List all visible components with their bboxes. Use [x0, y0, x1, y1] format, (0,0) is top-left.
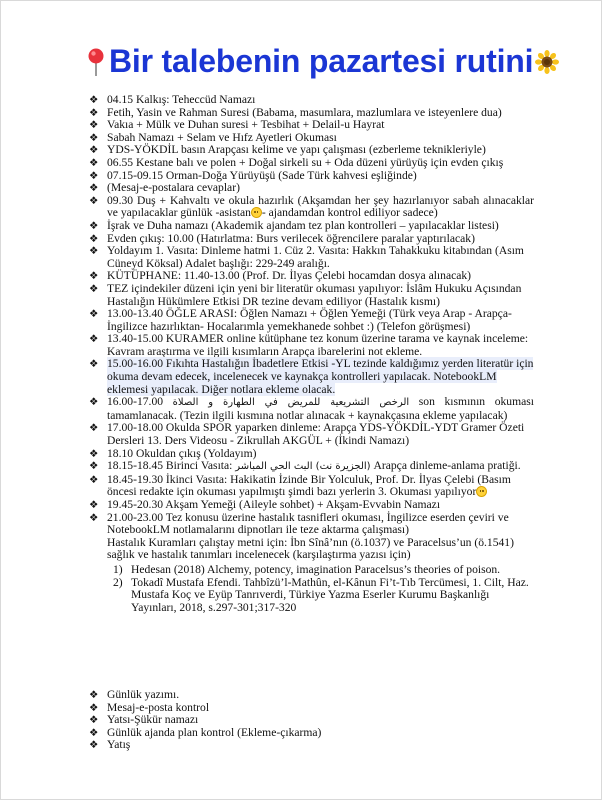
- diamond-bullet-icon: ❖: [89, 131, 99, 144]
- sub-paragraph: Hastalık Kuramları çalıştay metni için: İbn Sînâ’nın (ö.1037) ve Paracelsus’un (ö.1541) sağlık ve hastalık tanımları incelenecek (karşılaştırma yazısı için): [107, 535, 514, 562]
- round-pushpin-icon: [85, 47, 107, 77]
- diamond-bullet-icon: ❖: [89, 473, 99, 486]
- list-item: ❖ Yoldayım 1. Vasıta: Dinleme hatmi 1. Cüz 2. Vasıta: Hakkın Tahakkuku kitabından (Asım Cüneyd Köksal) Adalet başlığı: 229-249 aralığı.: [89, 244, 524, 270]
- diamond-bullet-icon: ❖: [89, 714, 99, 727]
- list-item: ❖ KÜTÜPHANE: 11.40-13.00 (Prof. Dr. İlyas Çelebi hocamdan dosya alınacak): [89, 269, 472, 283]
- routine-list: [89, 94, 534, 614]
- diamond-bullet-icon: ❖: [89, 106, 99, 119]
- list-item: ❖ 09.30 Duş + Kahvaltı ve okula hazırlık (Akşamdan her şey hazırlanıyor sabah alınacaklar ve yapılacaklar günlük -asistan - ajandamdan kontrol ediliyor sadece): [89, 193, 534, 220]
- diamond-bullet-icon: ❖: [89, 308, 99, 321]
- diamond-bullet-icon: ❖: [89, 396, 99, 409]
- list-item: ❖ 04.15 Kalkış: Teheccüd Namazı: [89, 93, 256, 106]
- diamond-bullet-icon: ❖: [89, 358, 99, 371]
- list-item: ❖ YDS-YÖKDİL basın Arapçası kelime ve yapı çalışması (ezberleme teknikleriyle): [89, 143, 486, 157]
- list-item: ❖ 18.45-19.30 İkinci Vasıta: Hakikatin İzinde Bir Yolculuk, Prof. Dr. İlyas Çelebi (Basım öncesi redakte için okuması yapılmıştı şimdi bazı yerlerin 3. Okuması yapılıyor: [89, 472, 511, 499]
- sunflower-icon: [535, 50, 559, 74]
- list-item: ❖ Evden çıkış: 10.00 (Hatırlatma: Burs verilecek öğrencilere paralar yaptırılacak): [89, 231, 475, 245]
- diamond-bullet-icon: ❖: [89, 447, 99, 460]
- list-item: ❖ İşrak ve Duha namazı (Akademik ajandam tez plan kontrolleri – yapılacaklar listesi): [89, 218, 499, 232]
- diamond-bullet-icon: ❖: [89, 169, 99, 182]
- title-text: Bir talebenin pazartesi rutini: [109, 43, 534, 79]
- list-item: ❖ (Mesaj-e-postalara cevaplar): [89, 181, 240, 195]
- diamond-bullet-icon: ❖: [89, 156, 99, 169]
- list-item: ❖ Günlük ajanda plan kontrol (Ekleme-çıkarma): [89, 725, 322, 739]
- diamond-bullet-icon: ❖: [89, 499, 99, 511]
- smiley-icon: [476, 486, 487, 497]
- page-title: [85, 43, 559, 80]
- list-item: ❖ 17.00-18.00 Okulda SPOR yaparken dinleme: Arapça YDS-YÖKDİL-YDT Gramer Özeti Dersleri 13. Ders Videosu - Zikrullah AKGÜL + (İkindi Namazı): [89, 421, 525, 448]
- list-item: ❖ TEZ içindekiler düzeni için yeni bir literatür okuması yapılıyor: İslâm Hukuku Açısından Hastalığın Hükümlere Etkisi DR tezine devam ediliyor (Hastalık kısmı): [89, 281, 522, 308]
- list-item: ❖ 15.00-16.00 Fıkıhta Hastalığın İbadetlere Etkisi -YL tezinde kaldığımız yerden literatür için okuma devam edecek, incelenecek ve kaynakça kontrolleri yapılacak. NotebookLM eklemesi yapılacak. Diğer notlara ekleme olacak.: [89, 357, 534, 396]
- list-item: ❖ 19.45-20.30 Akşam Yemeği (Aileyle sohbet) + Akşam-Evvabin Namazı: [89, 498, 441, 511]
- reference-item: 2) Tokadî Mustafa Efendi. Tahbîzü’l-Mathûn, el-Kânun Fi’t-Tıb Tercümesi, 1. Cilt, Haz. Mustafa Koç ve Eyüp Tanrıverdi, Türkiye Yazma Eserler Kurumu Başkanlığı Yayınları, 2018, s.297-301;317-320: [113, 575, 529, 614]
- diamond-bullet-icon: ❖: [89, 270, 99, 283]
- diamond-bullet-icon: ❖: [89, 144, 99, 157]
- reference-item: 1) Hedesan (2018) Alchemy, potency, imagination Paracelsus’s theories of poison.: [113, 562, 501, 576]
- list-item: ❖ Yatsı-Şükür namazı: [89, 713, 199, 727]
- reference-list: [107, 564, 534, 614]
- diamond-bullet-icon: ❖: [89, 219, 99, 232]
- smiley-icon: [251, 207, 262, 218]
- diamond-bullet-icon: ❖: [89, 726, 99, 739]
- diamond-bullet-icon: ❖: [89, 194, 99, 207]
- closing-list: [89, 689, 534, 752]
- list-item: ❖ Mesaj-e-posta kontrol: [89, 700, 210, 714]
- list-item: ❖ 18.15-18.45 Birinci Vasıta: (الجزيرة نت) البث الحي المباشر Arapça dinleme-anlama pratiği.: [89, 459, 521, 473]
- diamond-bullet-icon: ❖: [89, 182, 99, 195]
- diamond-bullet-icon: ❖: [89, 333, 99, 346]
- list-item: ❖ 13.40-15.00 KURAMER online kütüphane tez konum üzerine tarama ve kaynak inceleme: Kavram araştırma ve ilgili kısımların Arapça ibarelerini not ekleme.: [89, 332, 529, 358]
- list-item: ❖ 21.00-23.00 Tez konusu üzerine hastalık tasnifleri okuması, İngilizce eserden çeviri ve NotebookLM notlamalarını dipnotları ile teze aktarma çalışması) Hastalık Kuramları çalıştay metni için: İbn Sînâ’nın (ö.1037) ve Paracelsus’un (ö.1541) sağlık ve hastalık tanımları incelenecek (karşılaştırma yazısı için) 1) Hedesan (2018) Alchemy, potency, imagination Paracelsus’s theories of poison. 2) Tokadî Mustafa Efendi. Tahbîzü’l-Mathûn, el-Kânun Fi’t-Tıb Tercümesi, 1. Cilt, Haz. Mustafa Koç ve Eyüp Tanrıverdi, Türkiye Yazma Eserler Kurumu Başkanlığı Yayınları, 2018, s.297-301;317-320: [89, 512, 534, 615]
- diamond-bullet-icon: ❖: [89, 739, 99, 752]
- diamond-bullet-icon: ❖: [89, 689, 99, 701]
- diamond-bullet-icon: ❖: [89, 460, 99, 473]
- list-item: ❖ 16.00-17.00 الرخص التشريعية للمريض في الطهارة و الصلاة son kısmının okuması tamamlanacak. (Tezin ilgili kısmına notlar alınacak + kaynakçasına ekleme yapılacak): [89, 395, 534, 422]
- list-item: ❖ 13.00-13.40 ÖĞLE ARASI: Öğlen Namazı + Öğlen Yemeği (Türk veya Arap - Arapça-İngilizce hazırlıktan- Hocalarımla yemekhanede sohbet :) (Telefon görüşmesi): [89, 307, 512, 333]
- diamond-bullet-icon: ❖: [89, 245, 99, 258]
- diamond-bullet-icon: ❖: [89, 282, 99, 295]
- list-item: ❖ Yatış: [89, 738, 131, 752]
- list-item: ❖ Fetih, Yasin ve Rahman Suresi (Babama, masumlara, mazlumlara ve isteyenlere dua): [89, 105, 502, 119]
- diamond-bullet-icon: ❖: [89, 119, 99, 132]
- list-item: ❖ 18.10 Okuldan çıkış (Yoldayım): [89, 446, 257, 460]
- diamond-bullet-icon: ❖: [89, 94, 99, 106]
- diamond-bullet-icon: ❖: [89, 232, 99, 245]
- diamond-bullet-icon: ❖: [89, 422, 99, 435]
- list-item: ❖ 06.55 Kestane balı ve polen + Doğal sirkeli su + Oda düzeni yürüyüş için evden çıkış: [89, 155, 504, 169]
- list-item: ❖ Günlük yazımı.: [89, 688, 180, 701]
- list-item: ❖ Sabah Namazı + Selam ve Hıfz Ayetleri Okuması: [89, 130, 337, 144]
- list-item: ❖ Vakıa + Mülk ve Duhan suresi + Tesbihat + Delail-u Hayrat: [89, 118, 385, 132]
- diamond-bullet-icon: ❖: [89, 511, 99, 524]
- diamond-bullet-icon: ❖: [89, 701, 99, 714]
- list-item: ❖ 07.15-09.15 Orman-Doğa Yürüyüşü (Sade Türk kahvesi eşliğinde): [89, 168, 417, 182]
